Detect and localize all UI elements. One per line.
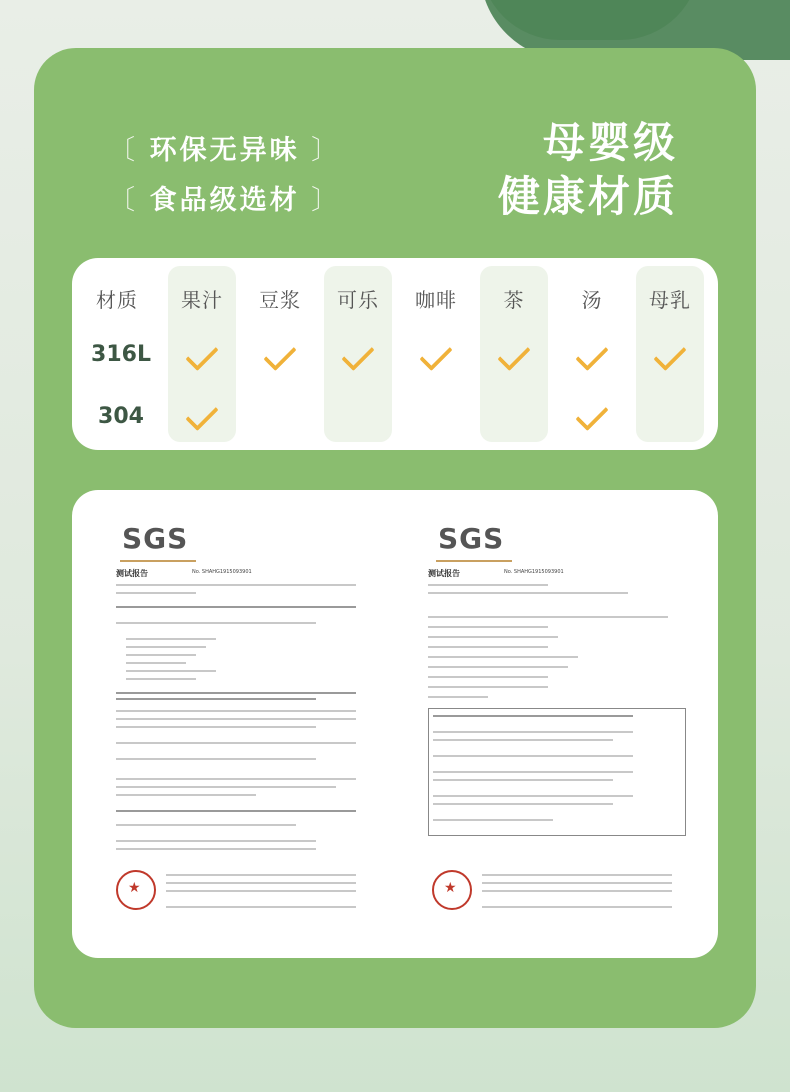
check-icon — [575, 398, 608, 431]
text-line — [116, 824, 296, 826]
report-title: 测试报告 — [428, 569, 460, 578]
results-table — [428, 708, 686, 836]
text-line — [116, 692, 356, 694]
text-line — [428, 676, 548, 678]
seal-stamp-icon — [116, 870, 156, 910]
row-label: 316L — [91, 342, 151, 367]
text-line — [482, 874, 672, 876]
headline-line: 母婴级 — [542, 118, 678, 167]
text-line — [166, 906, 356, 908]
text-line — [433, 739, 613, 741]
text-line — [126, 662, 186, 664]
text-line — [433, 819, 553, 821]
text-line — [428, 646, 548, 648]
seal-stamp-icon — [432, 870, 472, 910]
sgs-logo: SGS — [122, 522, 189, 555]
text-line — [166, 882, 356, 884]
text-line — [126, 678, 196, 680]
text-line — [116, 758, 316, 760]
text-line — [433, 715, 633, 717]
text-line — [428, 666, 568, 668]
text-line — [126, 646, 206, 648]
text-line — [116, 606, 356, 608]
certificate-document — [96, 514, 368, 924]
table-header: 果汁 — [181, 288, 223, 312]
text-line — [116, 778, 356, 780]
text-line — [482, 890, 672, 892]
check-icon — [575, 338, 608, 371]
text-line — [428, 696, 488, 698]
text-line — [428, 626, 548, 628]
text-line — [116, 726, 316, 728]
text-line — [433, 731, 633, 733]
text-line — [428, 592, 628, 594]
feature-tag: 〔 环保无异味 〕 — [108, 135, 342, 166]
text-line — [116, 840, 316, 842]
certificate-card — [72, 490, 718, 958]
table-header: 咖啡 — [415, 288, 457, 312]
text-line — [428, 686, 548, 688]
logo-underline — [436, 560, 512, 562]
text-line — [166, 890, 356, 892]
text-line — [116, 584, 356, 586]
feature-tag-text: 环保无异味 — [149, 135, 300, 166]
table-header: 可乐 — [337, 288, 379, 312]
text-line — [433, 795, 633, 797]
text-line — [126, 654, 196, 656]
report-number: No. SHAHG1915093901 — [192, 569, 252, 575]
row-label: 304 — [98, 404, 144, 429]
table-header: 母乳 — [649, 288, 691, 312]
text-line — [116, 794, 256, 796]
text-line — [428, 636, 558, 638]
table-header: 茶 — [503, 288, 525, 312]
text-line — [126, 670, 216, 672]
text-line — [433, 771, 633, 773]
text-line — [482, 906, 672, 908]
feature-tag: 〔 食品级选材 〕 — [108, 185, 342, 216]
report-number: No. SHAHG1915093901 — [504, 569, 564, 575]
text-line — [433, 755, 633, 757]
table-header-material: 材质 — [96, 288, 138, 312]
text-line — [116, 786, 336, 788]
text-line — [116, 848, 316, 850]
check-icon — [263, 338, 296, 371]
text-line — [116, 742, 356, 744]
text-line — [166, 874, 356, 876]
text-line — [116, 718, 356, 720]
text-line — [433, 779, 613, 781]
text-line — [116, 698, 316, 700]
headline-line: 健康材质 — [497, 172, 678, 221]
text-line — [116, 592, 196, 594]
text-line — [428, 584, 548, 586]
feature-tag-text: 食品级选材 — [149, 185, 300, 216]
table-header: 豆浆 — [259, 288, 301, 312]
text-line — [482, 882, 672, 884]
check-icon — [419, 338, 452, 371]
compatibility-table — [72, 258, 718, 450]
text-line — [428, 616, 668, 618]
table-header: 汤 — [581, 288, 603, 312]
certificate-document — [424, 514, 696, 924]
text-line — [116, 810, 356, 812]
report-title: 测试报告 — [116, 569, 148, 578]
text-line — [116, 622, 316, 624]
text-line — [428, 656, 578, 658]
text-line — [116, 710, 356, 712]
logo-underline — [120, 560, 196, 562]
sgs-logo: SGS — [438, 522, 505, 555]
text-line — [126, 638, 216, 640]
text-line — [433, 803, 613, 805]
